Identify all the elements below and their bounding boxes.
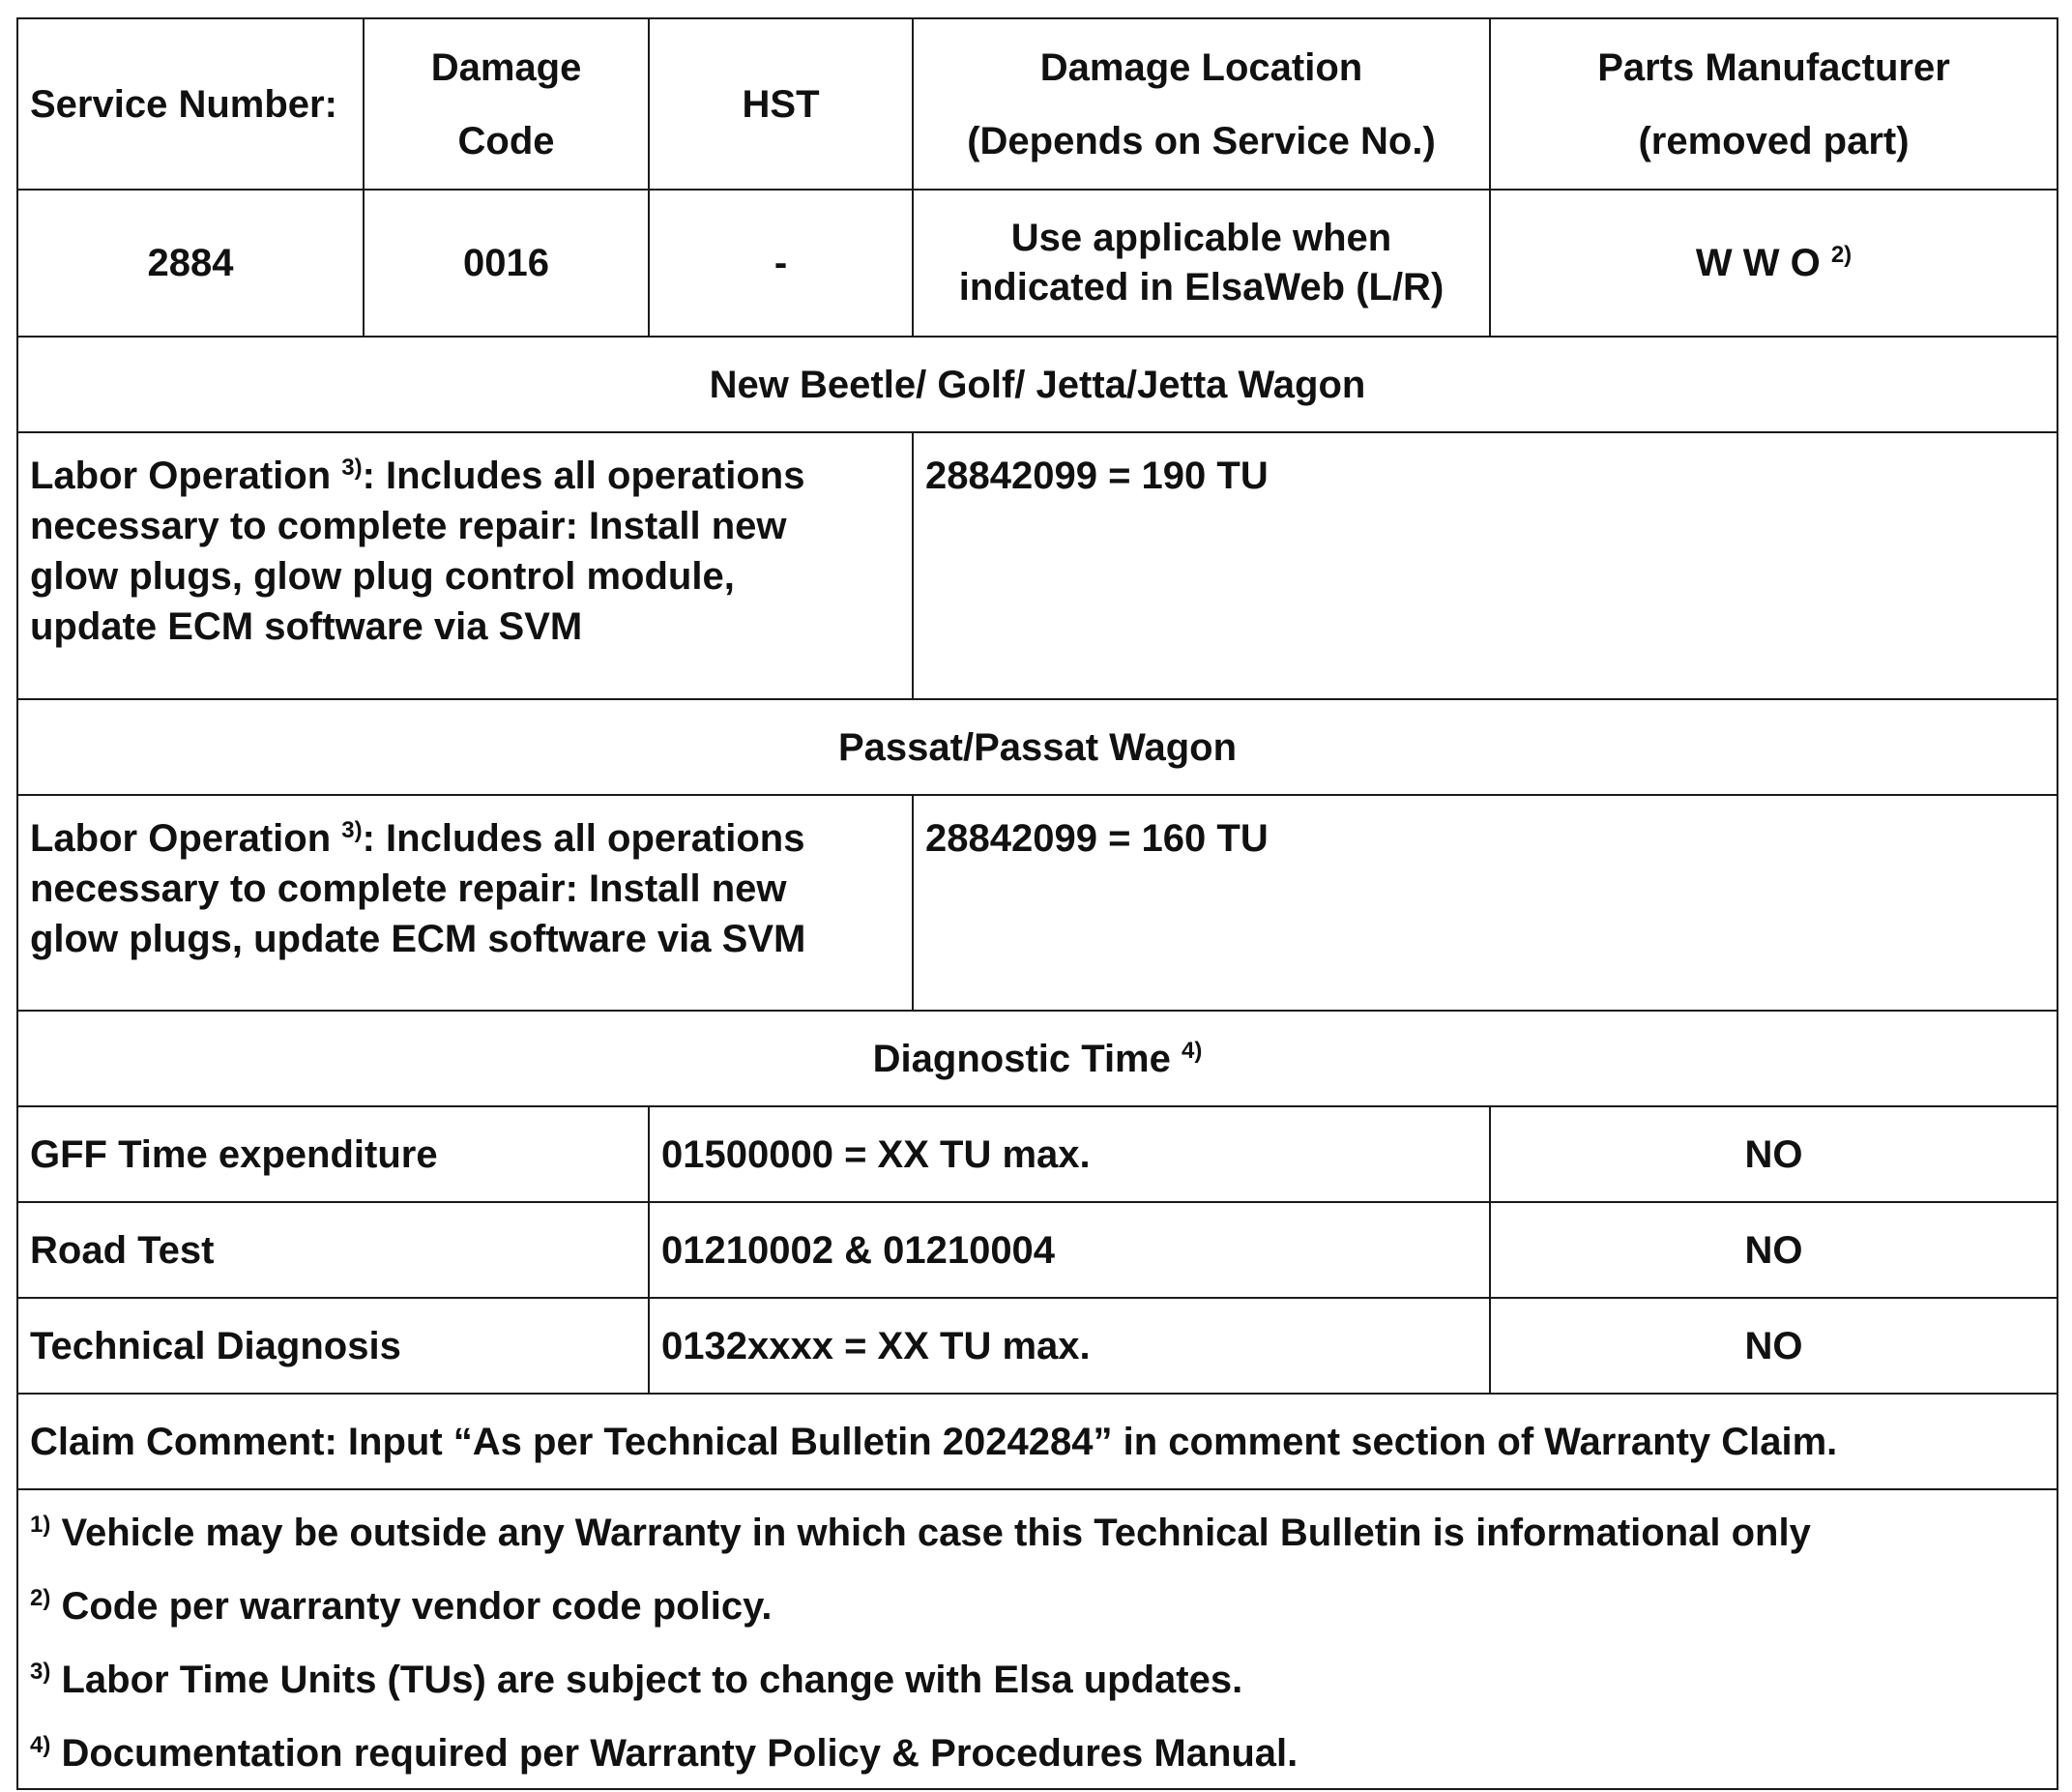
footnote-2: $^{2)}$ Code per warranty vendor code policy.: [30, 1585, 773, 1628]
damage-location-value: Use applicable when indicated in ElsaWeb (L/R): [913, 190, 1490, 337]
diagnostic-label: Technical Diagnosis: [17, 1298, 649, 1394]
diagnostic-title-row: [17, 1011, 2057, 1106]
footnote-4: $^{4)}$ Documentation required per Warranty Policy & Procedures Manual.: [30, 1732, 1299, 1775]
labor-row-beetle: [17, 432, 2057, 699]
footnotes: [17, 1489, 2057, 1789]
footnote-1: $^{1)}$ Vehicle may be outside any Warranty in which case this Technical Bulletin is informational only: [30, 1512, 1811, 1554]
diagnostic-label: Road Test: [17, 1202, 649, 1298]
section-title-row-beetle: [17, 337, 2057, 432]
service-data-row: [17, 190, 2057, 337]
diagnostic-row: [17, 1202, 2057, 1298]
header-service-number: Service Number:: [17, 18, 364, 190]
footnote-ref: 3): [341, 455, 363, 481]
section-title-beetle-golf-jetta: New Beetle/ Golf/ Jetta/Jetta Wagon: [17, 337, 2057, 432]
diagnostic-value: NO: [1490, 1298, 2057, 1394]
warranty-table: [16, 17, 2058, 1790]
header-row: [17, 18, 2057, 190]
footnote-3: $^{3)}$ Labor Time Units (TUs) are subject to change with Elsa updates.: [30, 1659, 1243, 1701]
diagnostic-time-title: Diagnostic Time $^{4)}$: [17, 1011, 2057, 1106]
diagnostic-value: NO: [1490, 1106, 2057, 1202]
footnote-ref: 4): [1182, 1037, 1203, 1064]
labor-operation-code: 28842099 = 190 TU: [913, 432, 2057, 699]
labor-operation-description: Labor Operation $^{3)}$: Includes all operations necessary to complete repair: Install new glow plugs, glow plug control module, update ECM software via SVM: [17, 432, 913, 699]
section-title-passat: Passat/Passat Wagon: [17, 699, 2057, 795]
labor-operation-description: Labor Operation $^{3)}$: Includes all operations necessary to complete repair: Install new glow plugs, update ECM software via SVM: [17, 795, 913, 1011]
footnote-ref: 3): [341, 817, 363, 843]
header-damage-location: Damage Location (Depends on Service No.): [913, 18, 1490, 190]
diagnostic-code: 01500000 = XX TU max.: [649, 1106, 1490, 1202]
labor-row-passat: [17, 795, 2057, 1011]
parts-manufacturer-value: W W O $^{2)}$: [1490, 190, 2057, 337]
section-title-row-passat: [17, 699, 2057, 795]
header-parts-manufacturer: Parts Manufacturer (removed part): [1490, 18, 2057, 190]
footnote-ref: 2): [1830, 242, 1853, 268]
header-hst: HST: [649, 18, 913, 190]
diagnostic-label: GFF Time expenditure: [17, 1106, 649, 1202]
labor-operation-code: 28842099 = 160 TU: [913, 795, 2057, 1011]
hst-value: -: [649, 190, 913, 337]
footnotes-row: [17, 1489, 2057, 1789]
claim-comment: Claim Comment: Input “As per Technical Bulletin 2024284” in comment section of Warranty Claim.: [17, 1394, 2057, 1489]
diagnostic-code: 0132xxxx = XX TU max.: [649, 1298, 1490, 1394]
diagnostic-value: NO: [1490, 1202, 2057, 1298]
diagnostic-code: 01210002 & 01210004: [649, 1202, 1490, 1298]
service-number-value: 2884: [17, 190, 364, 337]
diagnostic-row: [17, 1298, 2057, 1394]
header-damage-code: Damage Code: [364, 18, 649, 190]
claim-comment-row: [17, 1394, 2057, 1489]
diagnostic-row: [17, 1106, 2057, 1202]
damage-code-value: 0016: [364, 190, 649, 337]
